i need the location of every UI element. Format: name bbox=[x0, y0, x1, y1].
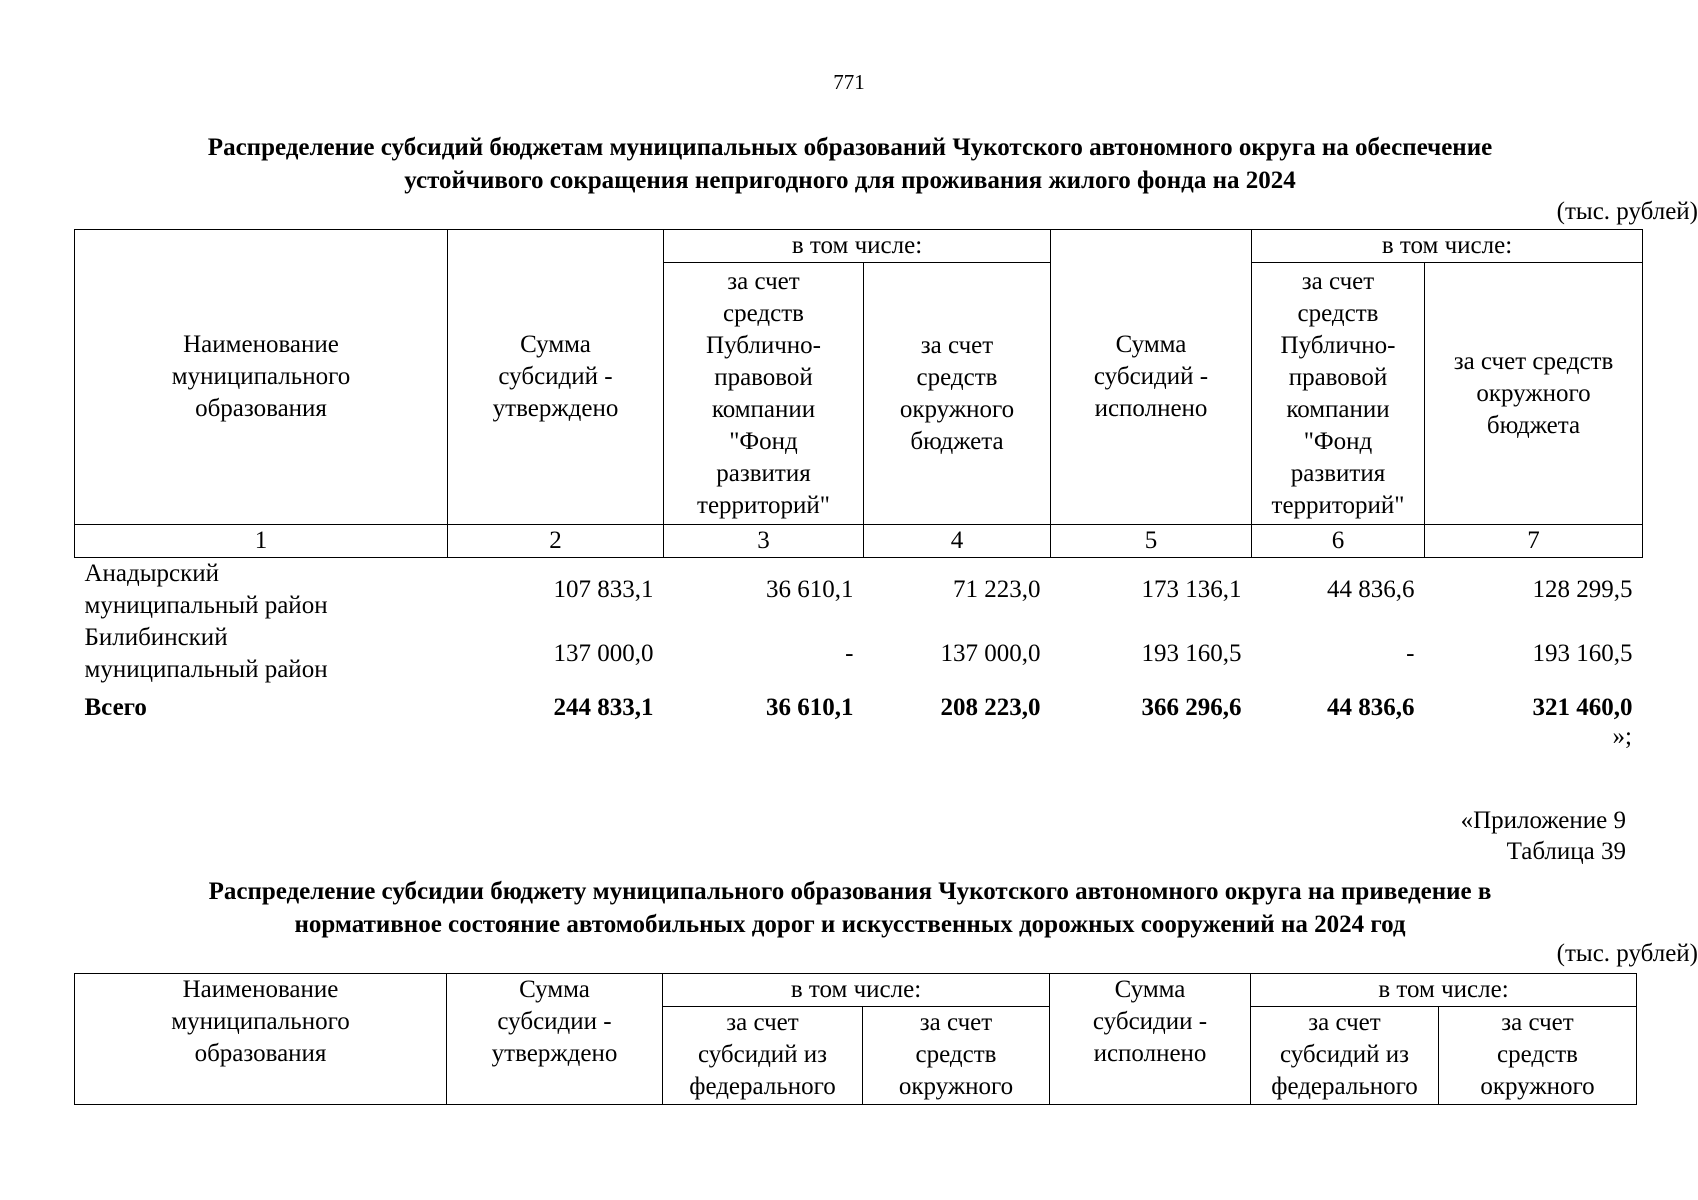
t2-header-approved: Сумма субсидии - утверждено bbox=[447, 974, 663, 1105]
total-value: 244 833,1 bbox=[553, 694, 654, 721]
cell-value: 44 836,6 bbox=[1327, 576, 1415, 603]
t2-header-federal: за счет субсидий из федерального bbox=[663, 1007, 863, 1105]
header-district-budget-2: за счет средств окружного бюджета bbox=[1425, 263, 1643, 525]
header-district-budget: за счет средств окружного бюджета bbox=[864, 263, 1051, 525]
table1-title-line2: устойчивого сокращения непригодного для проживания жилого фонда на 2024 bbox=[404, 167, 1296, 194]
cell-value: 107 833,1 bbox=[553, 576, 654, 603]
row-name: Билибинский муниципальный район bbox=[84, 624, 328, 683]
table-number-label: Таблица 39 bbox=[1506, 838, 1626, 865]
total-label: Всего bbox=[84, 694, 147, 721]
header-fund-2: за счет средств Публично- правовой компании "Фонд развития территорий" bbox=[1252, 263, 1425, 525]
cell-value: 36 610,1 bbox=[766, 576, 854, 603]
closing-quote: »; bbox=[1612, 723, 1632, 750]
table-row bbox=[75, 558, 1643, 623]
cell-value: 128 299,5 bbox=[1532, 576, 1633, 603]
column-numbers-row bbox=[75, 525, 1643, 558]
cell-value: 193 160,5 bbox=[1141, 640, 1242, 667]
t2-header-executed: Сумма субсидии - исполнено bbox=[1050, 974, 1251, 1105]
header-approved: Сумма субсидий - утверждено bbox=[448, 230, 664, 525]
table2-title bbox=[100, 875, 1600, 941]
cell-value: 137 000,0 bbox=[940, 640, 1041, 667]
column-number: 3 bbox=[664, 525, 864, 558]
column-number: 1 bbox=[75, 525, 448, 558]
table2 bbox=[74, 973, 1637, 1105]
row-name: Анадырский муниципальный район bbox=[84, 560, 328, 619]
cell-value: 71 223,0 bbox=[953, 576, 1041, 603]
table1-unit: (тыс. рублей) bbox=[1556, 198, 1698, 225]
column-number: 6 bbox=[1252, 525, 1425, 558]
t2-header-including-1: в том числе: bbox=[663, 974, 1050, 1007]
total-row bbox=[75, 686, 1643, 728]
header-name: Наименование муниципального образования bbox=[75, 230, 448, 525]
header-executed: Сумма субсидий - исполнено bbox=[1051, 230, 1252, 525]
header-including-2: в том числе: bbox=[1252, 230, 1643, 263]
cell-value: 137 000,0 bbox=[553, 640, 654, 667]
page-number: 771 bbox=[833, 70, 865, 94]
table1-title bbox=[100, 131, 1600, 197]
table2-title-line1: Распределение субсидии бюджету муниципального образования Чукотского автономного округа на приведение в bbox=[208, 878, 1492, 905]
table2-unit: (тыс. рублей) bbox=[1556, 940, 1698, 967]
cell-value: 173 136,1 bbox=[1141, 576, 1242, 603]
table-row bbox=[75, 622, 1643, 686]
total-value: 44 836,6 bbox=[1327, 694, 1415, 721]
cell-value: - bbox=[1406, 640, 1415, 667]
t2-header-district-2: за счет средств окружного bbox=[1439, 1007, 1637, 1105]
total-value: 366 296,6 bbox=[1141, 694, 1242, 721]
total-value: 36 610,1 bbox=[766, 694, 854, 721]
total-value: 208 223,0 bbox=[940, 694, 1041, 721]
column-number: 4 bbox=[864, 525, 1051, 558]
table1 bbox=[74, 229, 1643, 728]
header-fund: за счет средств Публично- правовой компании "Фонд развития территорий" bbox=[664, 263, 864, 525]
cell-value: - bbox=[845, 640, 854, 667]
header-including-1: в том числе: bbox=[664, 230, 1051, 263]
t2-header-federal-2: за счет субсидий из федерального bbox=[1251, 1007, 1439, 1105]
t2-header-including-2: в том числе: bbox=[1251, 974, 1637, 1007]
t2-header-name: Наименование муниципального образования bbox=[75, 974, 447, 1105]
column-number: 7 bbox=[1425, 525, 1643, 558]
table1-title-line1: Распределение субсидий бюджетам муниципальных образований Чукотского автономного округа на обеспечение bbox=[207, 134, 1493, 161]
table2-title-line2: нормативное состояние автомобильных дорог и искусственных дорожных сооружений на 2024 год bbox=[294, 911, 1406, 938]
t2-header-district: за счет средств окружного bbox=[863, 1007, 1050, 1105]
appendix-label: «Приложение 9 bbox=[1460, 807, 1626, 834]
total-value: 321 460,0 bbox=[1532, 694, 1633, 721]
column-number: 5 bbox=[1051, 525, 1252, 558]
column-number: 2 bbox=[448, 525, 664, 558]
cell-value: 193 160,5 bbox=[1532, 640, 1633, 667]
